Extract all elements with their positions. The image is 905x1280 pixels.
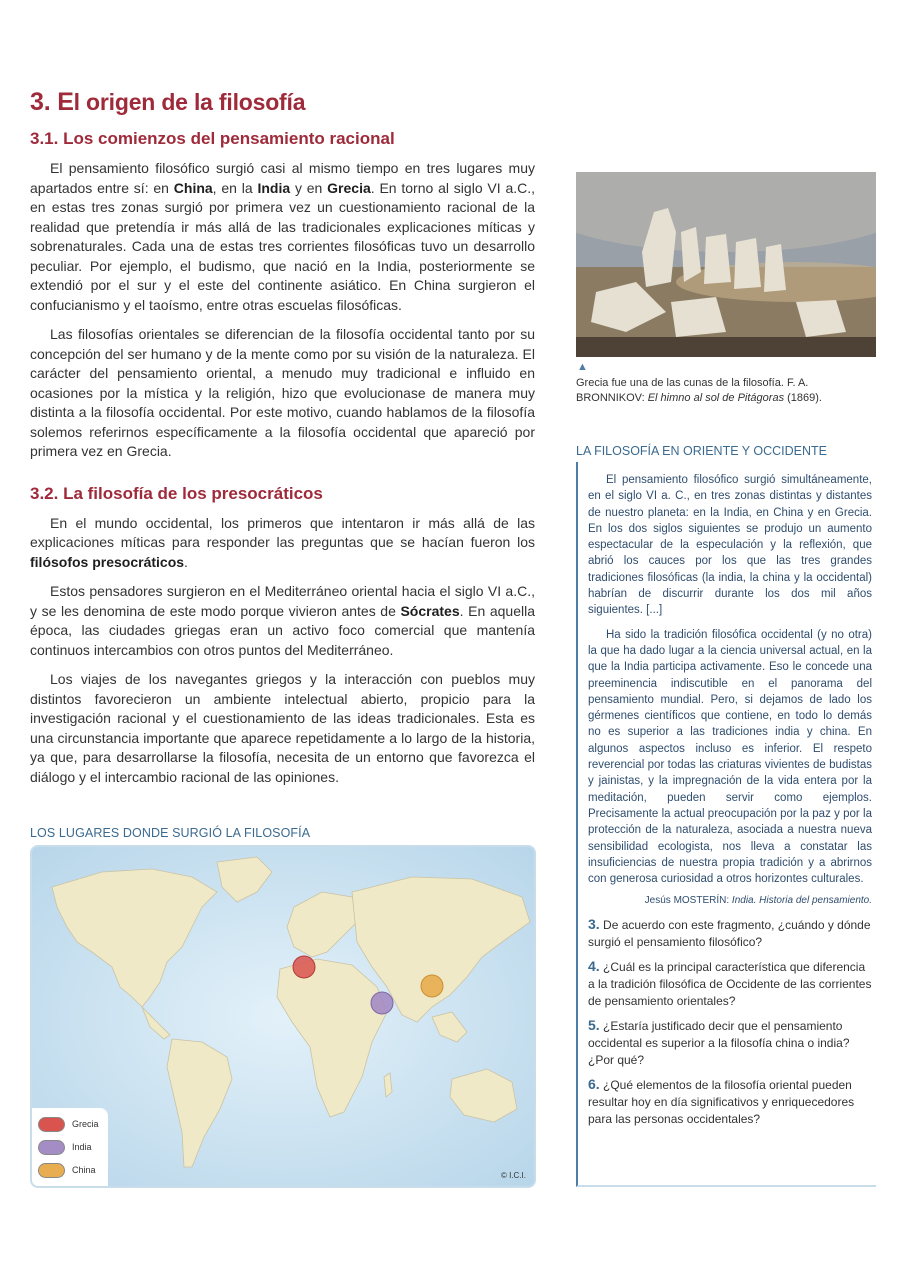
legend-label: Grecia [72, 1119, 99, 1129]
legend-item-grecia [38, 1116, 102, 1132]
question-3: 3. De acuerdo con este fragmento, ¿cuándo y dónde surgió el pensamiento filosófico? [588, 916, 871, 950]
legend-label: China [72, 1165, 96, 1175]
paragraph: Las filosofías orientales se diferencian de la filosofía occidental tanto por su concepción del ser humano y de la mente como por su visión de la naturaleza. El carácter del pensamiento oriental, a menudo muy tradicional e influido en ocasiones por la mística y la religión, hizo que evolucionase de manera muy distinta a la filosofía occidental. Por este motivo, cuando hablamos de la filosofía solemos referirnos específicamente a la filosofía occidental que apareció por primera vez en Grecia. [30, 326, 535, 459]
legend-swatch-china [38, 1163, 65, 1178]
question-6: 6. ¿Qué elementos de la filosofía oriental pueden resultar hoy en día significativos y enriquecedores para las personas occidentales? [588, 1076, 855, 1127]
legend-item-india [38, 1139, 102, 1155]
map-copyright: © I.C.I. [500, 1171, 526, 1180]
legend-item-china [38, 1162, 102, 1178]
map-title: LOS LUGARES DONDE SURGIÓ LA FILOSOFÍA [30, 826, 311, 840]
question-4: 4. ¿Cuál es la principal característica que diferencia a la tradición filosófica de Occidente de las corrientes de pensamiento orientales? [588, 958, 872, 1009]
marker-india [371, 992, 393, 1014]
section-title-3-2: 3.2. La filosofía de los presocráticos [30, 483, 323, 503]
quote-source: Jesús MOSTERÍN: India. Historia del pensamiento. [644, 895, 872, 907]
main-column [30, 88, 535, 797]
legend-swatch-grecia [38, 1117, 65, 1132]
legend-label: India [72, 1142, 92, 1152]
photo-caption: Grecia fue una de las cunas de la filosofía. F. A. BRONNIKOV: El himno al sol de Pitágoras (1869). [576, 377, 822, 404]
text-box [576, 462, 876, 1187]
quote-paragraph: El pensamiento filosófico surgió simultáneamente, en el siglo VI a. C., en tres zonas distintas y distantes de nuestro planeta: en la India, en China y en Grecia. En los dos siglos siguientes se produjo un aumento espectacular de la especulación y la reflexión, que abrió los cauces por los que las tres grandes tradiciones filosóficas (la india, la china y la occidental) habrían de discurrir durante los dos mil años siguientes. [...] [588, 474, 872, 617]
paragraph: En el mundo occidental, los primeros que intentaron ir más allá de las explicaciones míticas para responder las preguntas que se hacían fueron los filósofos presocráticos. [30, 514, 535, 570]
legend-swatch-india [38, 1140, 65, 1155]
paragraph: El pensamiento filosófico surgió casi al mismo tiempo en tres lugares muy apartados entre sí: en China, en la India y en Grecia. En torno al siglo VI a.C., en estas tres zonas surgió por primera vez un cuestionamiento racional de la realidad que pretendía ir más allá de las tradicionales explicaciones míticas y sobrenaturales. Cada una de estas tres corrientes filosóficas tuvo un desarrollo peculiar. Por ejemplo, el budismo, que nació en la India, posteriormente se extendió por el sur y el este del continente asiático. En China surgieron el confucianismo y el taoísmo, entre otras escuelas filosóficas. [30, 160, 536, 313]
box-title: LA FILOSOFÍA EN ORIENTE Y OCCIDENTE [576, 444, 827, 458]
caption-arrow-icon: ▲ [577, 361, 588, 373]
chapter-title-text: l origen de la filosofía [73, 89, 306, 115]
chapter-number: 3. E [30, 88, 74, 116]
map-legend [32, 1108, 108, 1186]
quote-paragraph: Ha sido la tradición filosófica occidental (y no otra) la que ha dado lugar a la ciencia universal actual, en la que la India participa activamente. Eso le concede una preeminencia indiscutible en el panorama del pensamiento mundial. Pero, si dejamos de lado los gérmenes científicos que contiene, en todo lo demás no es superior a las tradiciones india y china. En algunos aspectos incluso es inferior. El respeto reverencial por todas las criaturas vivientes de budistas y jainistas, y la impregnación de la vida entera por la meditación, pueden servir como ejemplos. Precisamente la actual preocupación por la paz y por la protección de la naturaleza, asociada a nuestra nueva sensibilidad ecologista, nos lleva a constatar las insuficiencias de nuestra propia tradición y a abrirnos con generosa curiosidad a otros horizontes culturales. [588, 628, 872, 886]
painting-graphic [576, 172, 876, 357]
world-map [30, 845, 536, 1188]
marker-grecia [293, 956, 315, 978]
marker-china [421, 975, 443, 997]
paragraph: Los viajes de los navegantes griegos y la interacción con pueblos muy distintos favorecieron un ambiente intelectual abierto, propicio para la investigación racional y el cuestionamiento de las ideas tradicionales. Esta es una circunstancia importante que aparece repetidamente a lo largo de la historia, ya que, para desarrollarse la filosofía, necesita de un entorno que favorezca el diálogo y el intercambio racional de las opiniones. [30, 671, 535, 785]
chapter-title [30, 88, 535, 117]
section-title-3-1: 3.1. Los comienzos del pensamiento racional [30, 129, 395, 148]
painting-image [576, 172, 876, 357]
paragraph: Estos pensadores surgieron en el Mediterráneo oriental hacia el siglo VI a.C., y se les denomina de este modo porque vivieron antes de Sócrates. En aquella época, las ciudades griegas eran un activo foco comercial que mantenía continuos intercambios con otros puntos del Mediterráneo. [30, 583, 535, 658]
question-5: 5. ¿Estaría justificado decir que el pensamiento occidental es superior a la filosofía china o india? ¿Por qué? [588, 1017, 850, 1068]
